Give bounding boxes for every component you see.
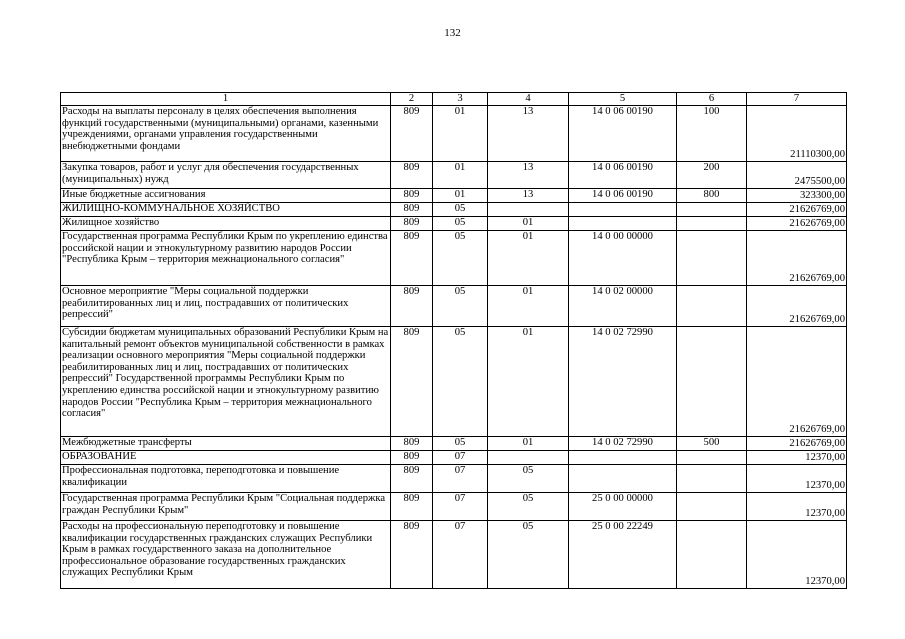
row-col-3: 05 (433, 231, 488, 286)
row-col-5: 14 0 02 00000 (569, 286, 677, 327)
row-col-4: 01 (488, 286, 569, 327)
header-col-3: 3 (433, 93, 488, 106)
table-row (61, 521, 847, 589)
row-col-2: 809 (391, 451, 433, 465)
header-col-5: 5 (569, 93, 677, 106)
header-col-2: 2 (391, 93, 433, 106)
row-amount: 21626769,00 (747, 327, 847, 437)
table-row (61, 493, 847, 521)
row-amount: 12370,00 (747, 493, 847, 521)
row-col-5: 14 0 06 00190 (569, 189, 677, 203)
header-col-7: 7 (747, 93, 847, 106)
table-row (61, 327, 847, 437)
row-col-2: 809 (391, 162, 433, 189)
row-amount: 21626769,00 (747, 231, 847, 286)
row-col-2: 809 (391, 203, 433, 217)
row-amount: 12370,00 (747, 451, 847, 465)
row-col-3: 01 (433, 106, 488, 162)
row-col-3: 05 (433, 286, 488, 327)
row-col-4: 05 (488, 493, 569, 521)
row-name: Субсидии бюджетам муниципальных образований Республики Крым на капитальный ремонт объектов муниципальной собственности в рамках реализации основного мероприятия "Меры социальной поддержки реабилитированных лиц и лиц, пострадавших от политических репрессий" Государственной программы Республики Крым по укреплению единства российской нации и этнокультурному развитию народов России "Республика Крым – территория межнационального согласия" (61, 327, 391, 437)
row-col-5: 25 0 00 00000 (569, 493, 677, 521)
row-name: Закупка товаров, работ и услуг для обеспечения государственных (муниципальных) нужд (61, 162, 391, 189)
row-col-3: 07 (433, 493, 488, 521)
row-amount: 2475500,00 (747, 162, 847, 189)
row-col-4: 05 (488, 521, 569, 589)
row-col-6 (677, 465, 747, 493)
row-col-2: 809 (391, 437, 433, 451)
row-name: Межбюджетные трансферты (61, 437, 391, 451)
row-col-5: 14 0 02 72990 (569, 437, 677, 451)
row-amount: 21626769,00 (747, 286, 847, 327)
row-col-5 (569, 465, 677, 493)
row-col-3: 01 (433, 189, 488, 203)
row-name: Расходы на выплаты персоналу в целях обеспечения выполнения функций государственными (муниципальными) органами, казенными учреждениями, органами управления государственными внебюджетными фондами (61, 106, 391, 162)
row-col-6 (677, 521, 747, 589)
row-col-2: 809 (391, 106, 433, 162)
row-col-3: 05 (433, 203, 488, 217)
row-col-4: 01 (488, 327, 569, 437)
table-row (61, 231, 847, 286)
table-row (61, 106, 847, 162)
table-row (61, 217, 847, 231)
page-number: 132 (444, 27, 461, 39)
row-amount: 12370,00 (747, 465, 847, 493)
header-col-6: 6 (677, 93, 747, 106)
row-col-3: 05 (433, 217, 488, 231)
table-row (61, 203, 847, 217)
row-col-6 (677, 203, 747, 217)
table-row (61, 437, 847, 451)
row-col-2: 809 (391, 521, 433, 589)
row-col-3: 05 (433, 437, 488, 451)
row-col-4: 05 (488, 465, 569, 493)
row-name: Жилищное хозяйство (61, 217, 391, 231)
row-name: Государственная программа Республики Крым "Социальная поддержка граждан Республики Крым" (61, 493, 391, 521)
row-col-5: 14 0 06 00190 (569, 106, 677, 162)
row-col-6: 500 (677, 437, 747, 451)
row-col-4 (488, 451, 569, 465)
row-col-5: 14 0 06 00190 (569, 162, 677, 189)
row-col-2: 809 (391, 189, 433, 203)
row-col-2: 809 (391, 217, 433, 231)
row-col-2: 809 (391, 327, 433, 437)
row-col-6 (677, 493, 747, 521)
row-col-5 (569, 203, 677, 217)
row-col-2: 809 (391, 286, 433, 327)
row-col-4: 01 (488, 217, 569, 231)
row-amount: 21626769,00 (747, 437, 847, 451)
table-row (61, 286, 847, 327)
table-header-row (61, 93, 847, 106)
row-col-5: 14 0 02 72990 (569, 327, 677, 437)
table-row (61, 189, 847, 203)
row-col-4: 13 (488, 106, 569, 162)
row-col-3: 07 (433, 465, 488, 493)
table-row (61, 162, 847, 189)
row-amount: 323300,00 (747, 189, 847, 203)
table-row (61, 465, 847, 493)
row-col-3: 07 (433, 451, 488, 465)
row-amount: 21626769,00 (747, 203, 847, 217)
row-col-6: 800 (677, 189, 747, 203)
row-col-2: 809 (391, 465, 433, 493)
row-amount: 21626769,00 (747, 217, 847, 231)
header-col-1: 1 (61, 93, 391, 106)
row-col-6: 200 (677, 162, 747, 189)
row-amount: 12370,00 (747, 521, 847, 589)
table-body (61, 93, 847, 589)
row-col-3: 07 (433, 521, 488, 589)
row-col-2: 809 (391, 493, 433, 521)
row-col-4: 13 (488, 189, 569, 203)
row-col-2: 809 (391, 231, 433, 286)
row-col-6 (677, 327, 747, 437)
row-col-3: 05 (433, 327, 488, 437)
row-name: ЖИЛИЩНО-КОММУНАЛЬНОЕ ХОЗЯЙСТВО (61, 203, 391, 217)
row-col-4: 01 (488, 231, 569, 286)
table-row (61, 451, 847, 465)
row-col-4: 01 (488, 437, 569, 451)
header-col-4: 4 (488, 93, 569, 106)
row-name: ОБРАЗОВАНИЕ (61, 451, 391, 465)
row-col-5: 25 0 00 22249 (569, 521, 677, 589)
row-col-5 (569, 217, 677, 231)
row-amount: 21110300,00 (747, 106, 847, 162)
row-col-5 (569, 451, 677, 465)
row-col-3: 01 (433, 162, 488, 189)
row-col-6 (677, 231, 747, 286)
row-col-5: 14 0 00 00000 (569, 231, 677, 286)
row-name: Иные бюджетные ассигнования (61, 189, 391, 203)
row-col-4 (488, 203, 569, 217)
row-col-6 (677, 451, 747, 465)
row-col-6 (677, 286, 747, 327)
row-name: Расходы на профессиональную переподготовку и повышение квалификации государственных гражданских служащих Республики Крым в рамках государственного заказа на дополнительное профессиональное образование государственных гражданских служащих Республики Крым (61, 521, 391, 589)
row-col-6 (677, 217, 747, 231)
row-col-4: 13 (488, 162, 569, 189)
row-name: Основное мероприятие "Меры социальной поддержки реабилитированных лиц и лиц, пострадавших от политических репрессий" (61, 286, 391, 327)
row-col-6: 100 (677, 106, 747, 162)
row-name: Профессиональная подготовка, переподготовка и повышение квалификации (61, 465, 391, 493)
row-name: Государственная программа Республики Крым по укреплению единства российской нации и этнокультурному развитию народов России "Республика Крым – территория межнационального согласия" (61, 231, 391, 286)
budget-table (60, 92, 847, 589)
